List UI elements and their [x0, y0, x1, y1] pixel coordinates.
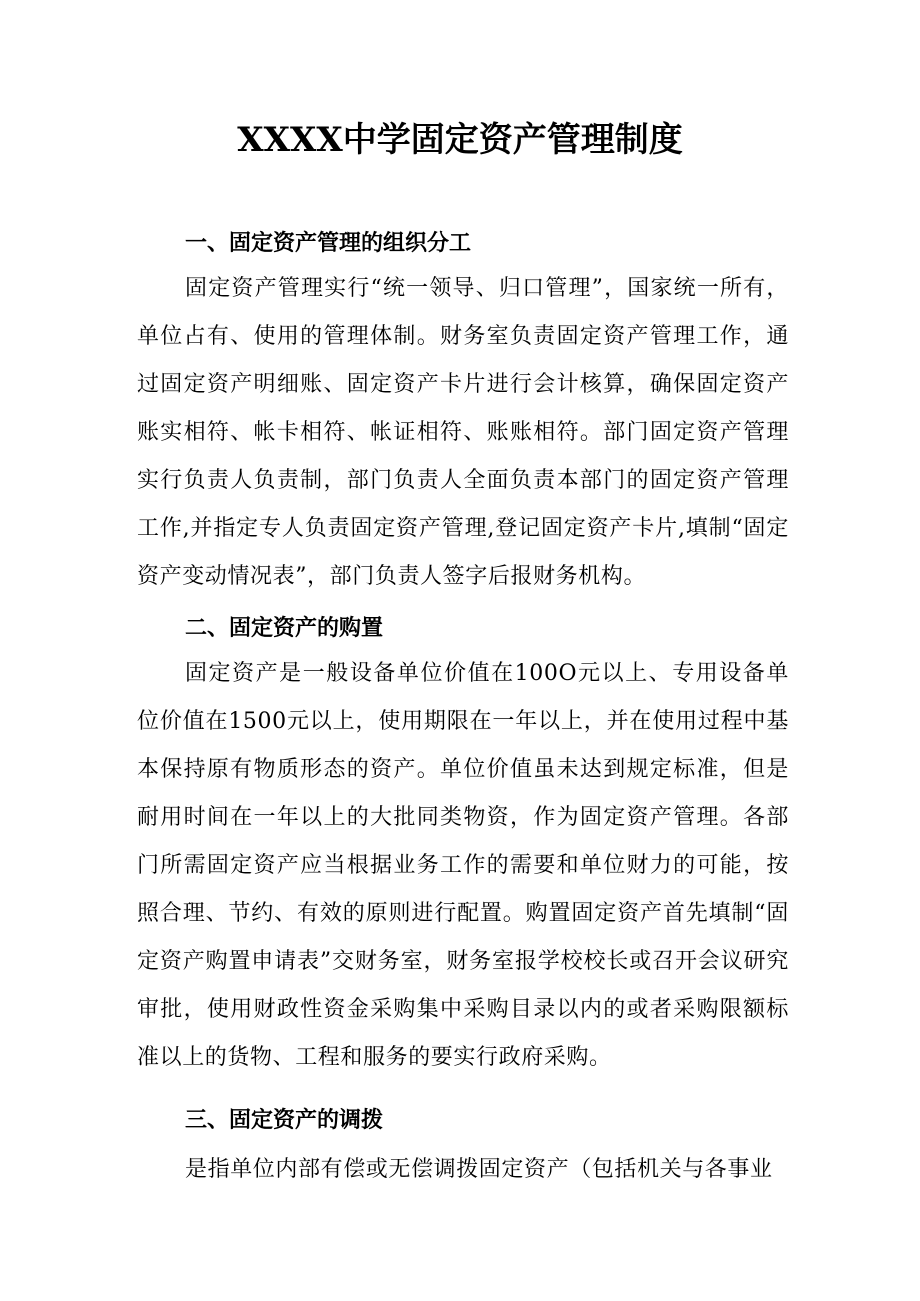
section-body-organization: 固定资产管理实行“统一领导、归口管理”，国家统一所有，单位占有、使用的管理体制。财务室负责固定资产管理工作，通过固定资产明细账、固定资产卡片进行会计核算，确保固定资产账实相符、帐卡相符、帐证相符、账账相符。部门固定资产管理实行负责人负责制，部门负责人全面负责本部门的固定资产管理工作,并指定专人负责固定资产管理,登记固定资产卡片,填制“固定资产变动情况表”，部门负责人签字后报财务机构。 — [137, 276, 789, 589]
section-body-transfer: 是指单位内部有偿或无偿调拨固定资产（包括机关与各事业 — [185, 1157, 773, 1182]
section-heading-purchase: 二、固定资产的购置 — [185, 615, 384, 641]
section-heading-transfer: 三、固定资产的调拨 — [185, 1107, 384, 1133]
document-title: XXXX中学固定资产管理制度 — [237, 120, 683, 160]
section-body-purchase: 固定资产是一般设备单位价值在100O元以上、专用设备单位价值在1500元以上，使用期限在一年以上，并在使用过程中基本保持原有物质形态的资产。单位价值虽未达到规定标准，但是耐用时间在一年以上的大批同类物资，作为固定资产管理。各部门所需固定资产应当根据业务工作的需要和单位财力的可能，按照合理、节约、有效的原则进行配置。购置固定资产首先填制“固定资产购置申请表”交财务室，财务室报学校校长或召开会议研究审批，使用财政性资金采购集中采购目录以内的或者采购限额标准以上的货物、工程和服务的要实行政府采购。 — [137, 661, 789, 1070]
section-heading-organization: 一、固定资产管理的组织分工 — [185, 230, 472, 256]
